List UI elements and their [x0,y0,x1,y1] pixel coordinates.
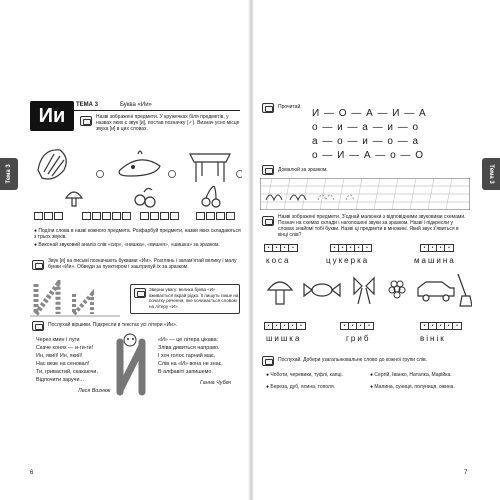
shell-picture [38,150,66,179]
letter-sequence: о — И — А — о — О [312,150,424,161]
poem2-line: І хоч голос гарний має, [158,353,216,359]
listen-icon [262,356,274,366]
letter-sequence: а — о — и — о — а [312,136,420,147]
answer-boxes-3[interactable] [140,212,179,220]
task3-text: Звук [и] на письмі позначають буквами «Ии». Розглянь і запам'ятай велику і малу букви «Ии». Обведи за пунктиром і заштрихуй їх за зразком. [48,258,237,270]
tema-header [74,102,240,111]
mushroom-picture [66,192,82,206]
pictures-row [30,140,242,215]
poem2-line: Слів на «И» вона не знає. [158,361,223,367]
poem1-line: Відпочити заручи... [36,377,84,383]
word-label: коса [266,256,291,265]
poem1-line: Через кмин і луги [36,337,80,343]
edge-tab-left [0,158,18,190]
poem1-line: Ин, якиїі! Ин, якиїі! [36,353,83,359]
sound-scheme[interactable]: • • • • • [330,244,372,252]
edge-tab-left-label: Тема 3 [6,164,12,184]
answer-boxes-2[interactable] [82,212,131,220]
broom-picture [458,274,472,306]
sound-scheme[interactable]: • • • • • [420,322,462,330]
poem1-line: Нас везе на сеновал! [36,361,90,367]
letter-sequence: о — и — а — и — о [312,122,420,133]
tema-label: ТЕМА 3 [76,102,99,108]
group-item: ● Береза, дуб, ялина, тополя. [266,384,336,390]
task2-bullet2: ● Виконай звуковий аналіз слів «сир», «нишка», «вишня», «шишка» за зразком. [34,242,220,248]
letter-character-picture [110,332,154,402]
word-label: машина [414,256,456,265]
poem2-line: «И» — це літера цікава: [158,337,219,343]
draw-task-text: Домалюй за зразком. [278,167,328,173]
sound-scheme[interactable]: • • • • [264,244,298,252]
table-picture [190,154,230,182]
task-icon [262,216,274,226]
task4-text: Послухай віршики. Підкресли в текстах усі літери «Ии». [48,322,178,328]
poem2-line: В алфавіті запишемо. [158,369,213,375]
page-number-right: 7 [464,470,468,476]
schemes-task-text: Назві зображені предмети. З'єднай малюнки з відповідними звуковими схемами. Познач на схемах склади і наголошені звуки за зразком. Назві і підкресли у словах знайомі тобі букви. Назві ці предмети в множині. Який звук з'явиться в кінці слів? [278,214,466,238]
whale-picture [119,151,160,176]
word-label: шишка [266,334,302,343]
note-box [130,284,240,314]
sound-scheme[interactable]: • • • • [340,322,374,330]
poem1-line: Ти, гривастий, скакаючи, [36,369,98,375]
pictures-row-right [262,270,472,318]
groups-task-text: Послухай. Добери узагальнювальне слово до кожної групи слів. [278,357,428,363]
poem1-author: Леся Вознюк [78,388,111,394]
group-item: ● Чоботи, черевики, туфлі, капці. [266,372,343,378]
sound-scheme[interactable]: • • • • [420,244,454,252]
task2-bullet1: ● Поділи слова в назві кожного предмета. Розфарбуй предмети, назви яких складаються з трьох звуків. [34,228,241,240]
letter-sequence: И — О — А — И — А [312,108,427,119]
letter-badge-text: Ии [38,105,66,127]
poem2-line: Зліва дивиться направо. [158,345,220,351]
candy-picture [304,284,340,296]
read-task-text: Прочитай. [278,104,302,110]
page-number-left: 6 [30,470,34,476]
answer-boxes-1[interactable] [34,212,63,220]
read-icon [262,103,274,113]
draw-icon [262,165,274,175]
copybook-lines[interactable] [260,178,470,210]
poem2-author: Ганна Чубач [200,380,232,386]
poem1-line: Скаче конях — и-ги-ги! [36,345,94,351]
group-item-text: Сергій, Іванко, Наталка, Марійка. [374,372,452,378]
task-icon [32,260,44,270]
car-picture [418,282,454,301]
grapes-picture [389,281,405,298]
task-icon [80,116,92,126]
edge-tab-right [482,158,500,190]
sound-scheme[interactable]: • • • • • [264,322,306,330]
edge-tab-right-label: Тема 3 [488,164,494,184]
letter-tracing [30,280,120,318]
task1-text: Назві зображені предмети. У кружечках біля предметів, у назвах яких є звук [и], постав позначку (✓). Визнач усно місце звука [и] в цих словах. [96,114,240,132]
group-item-text: Чоботи, черевики, туфлі, капці. [270,372,343,378]
plum-picture [135,188,155,207]
task2-bullet2-text: Виконай звуковий аналіз слів «сир», «нишка», «вишня», «шишка» за зразком. [38,242,220,248]
group-item-text: Малина, суниця, полуниця, ожина. [374,384,455,390]
cherry-picture [202,186,220,207]
poem2 [158,336,244,376]
word-label: вінік [420,334,446,343]
note-text: Зверни увагу: велика буква «И» вживається вкрай рідко. Її пишуть лише на початку речення, яке починається словом на літеру «И». [149,287,239,309]
task2-bullet1-text: Поділи слова в назві кожного предмета. Розфарбуй предмети, назви яких складаються з трьох звуків. [34,228,241,240]
word-label: цукерка [326,256,370,265]
bow-picture [354,278,374,304]
tema-title: Буква «Ии» [120,102,152,108]
group-item: ● Малина, суниця, полуниця, ожина. [370,384,455,390]
letter-badge [30,101,74,131]
listen-icon [32,321,44,331]
note-icon [134,288,146,298]
answer-boxes-4[interactable] [196,212,235,220]
book-spine [248,0,254,500]
mushroom-picture [268,282,292,304]
group-item-text: Береза, дуб, ялина, тополя. [270,384,336,390]
word-label: гриб [346,334,371,343]
group-item: ● Сергій, Іванко, Наталка, Марійка. [370,372,452,378]
